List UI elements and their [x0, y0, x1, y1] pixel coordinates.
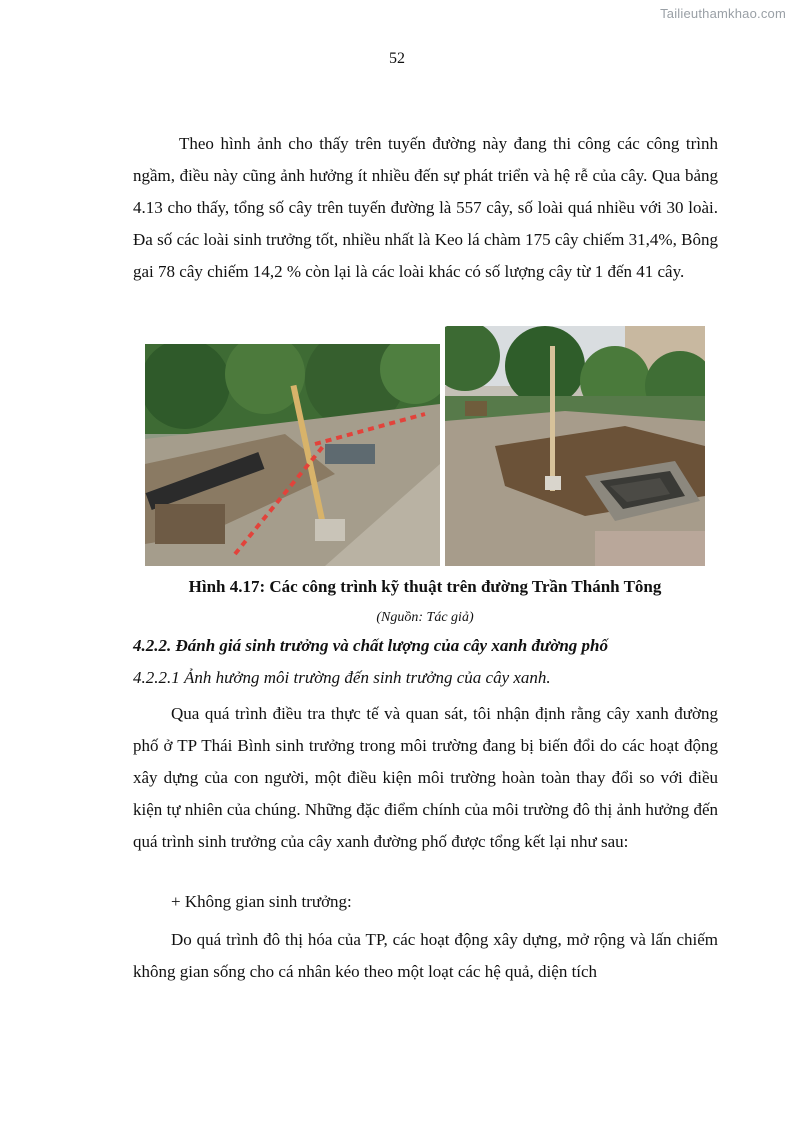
figure-caption: Hình 4.17: Các công trình kỹ thuật trên đường Trần Thánh Tông	[188, 577, 662, 596]
paragraph-1-text: Theo hình ảnh cho thấy trên tuyến đường này đang thi công các công trình ngầm, điều này cũng ảnh hưởng ít nhiều đến sự phát triển và hệ rễ của cây. Qua bảng 4.13 cho thấy, tổng số cây trên tuyến đường là 557 cây, số loài quá nhiều với 30 loài. Đa số các loài sinh trưởng tốt, nhiều nhất là Keo lá chàm 175 cây chiếm 31,4%, Bông gai 78 cây chiếm 14,2 % còn lại là các loài khác có số lượng cây từ 1 đến 41 cây.	[133, 134, 718, 281]
figure-source: (Nguồn: Tác giả)	[376, 610, 474, 625]
construction-photo-left	[145, 344, 440, 566]
page-number: 52	[389, 50, 405, 67]
paragraph-2-text: Qua quá trình điều tra thực tế và quan sát, tôi nhận định rằng cây xanh đường phố ở TP Thái Bình sinh trưởng trong môi trường đang bị biến đổi do các hoạt động xây dựng của con người, một điều kiện môi trường hoàn toàn thay đổi so với điều kiện tự nhiên của chúng. Những đặc điểm chính của môi trường đô thị ảnh hưởng đến quá trình sinh trưởng của cây xanh đường phố được tổng kết lại như sau:	[133, 704, 718, 851]
bullet-item: + Không gian sinh trưởng:	[171, 892, 352, 911]
section-heading: 4.2.2. Đánh giá sinh trưởng và chất lượng của cây xanh đường phố	[133, 636, 608, 655]
paragraph-2	[133, 698, 718, 858]
paragraph-3	[133, 924, 718, 988]
paragraph-1	[133, 128, 718, 288]
watermark: Tailieuthamkhao.com	[660, 6, 786, 21]
subsection-heading: 4.2.2.1 Ảnh hưởng môi trường đến sinh trưởng của cây xanh.	[133, 668, 551, 687]
construction-photo-right	[445, 326, 705, 566]
paragraph-3-text: Do quá trình đô thị hóa của TP, các hoạt động xây dựng, mở rộng và lấn chiếm không gian sống cho cá nhân kéo theo một loạt các hệ quả, diện tích	[133, 930, 718, 981]
figure-photos	[145, 326, 705, 567]
